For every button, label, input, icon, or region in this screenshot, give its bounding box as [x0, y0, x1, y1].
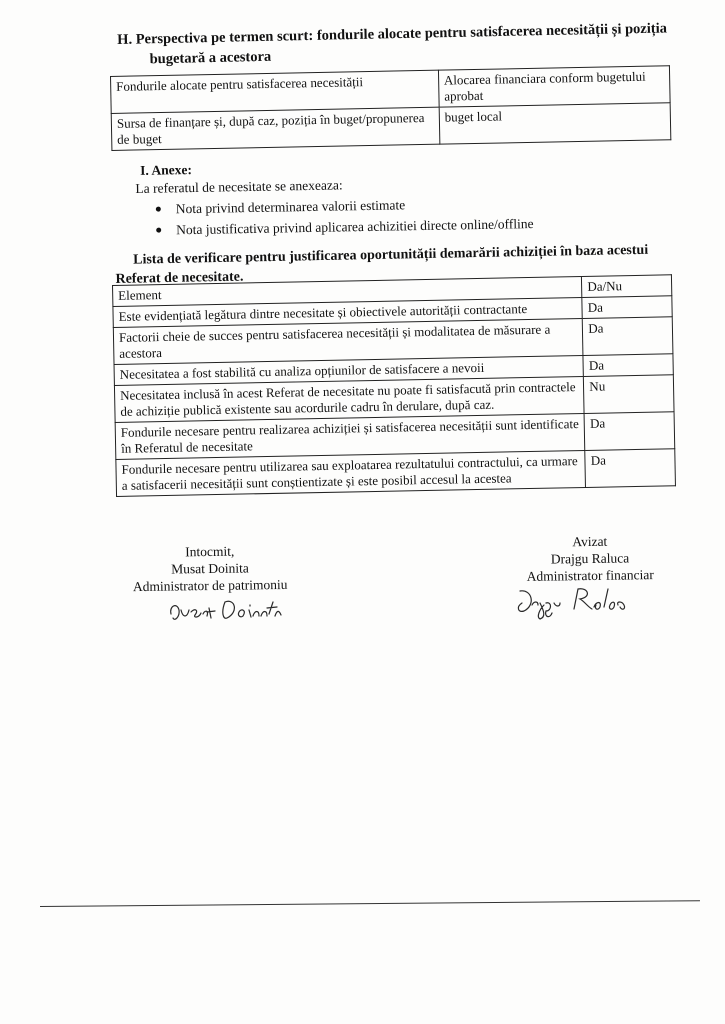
page-divider	[40, 900, 700, 907]
checklist-title-line1: Lista de verificare pentru justificarea oportunității demarării achiziției în baza acestui	[133, 242, 649, 268]
table-cell: Sursa de finanțare și, după caz, poziția în buget/propunerea de buget	[111, 107, 439, 150]
approved-by-role: Administrator financiar	[526, 567, 654, 584]
table-cell: Este evidențiată legătura dintre necesitate și obiectivele autorității contractante	[113, 297, 583, 327]
table-cell: Nu	[584, 375, 674, 414]
table-cell: Factorii cheie de succes pentru satisfacerea necesității și modalitatea de măsurare a acestora	[113, 318, 583, 364]
prepared-by-role: Administrator de patrimoniu	[132, 576, 288, 595]
table-cell: buget local	[439, 103, 671, 144]
table-cell: Da	[583, 354, 673, 377]
approved-by-name: Drajgu Raluca	[550, 550, 630, 567]
table-cell: Necesitatea a fost stabilită cu analiza opțiunilor de satisfacere a nevoii	[114, 355, 584, 385]
section-h-heading	[117, 18, 678, 70]
checklist-table	[112, 274, 676, 497]
table-cell: Fondurile alocate pentru satisfacerea necesității	[111, 70, 439, 113]
annexes-title: I. Anexe:	[140, 162, 193, 178]
approved-by-block	[510, 532, 671, 585]
annexes-intro: La referatul de necesitate se anexeaza:	[135, 177, 343, 196]
table-cell: Da	[585, 449, 675, 488]
annexes-list	[136, 192, 677, 240]
section-h-heading-line2: bugetară a acestora	[149, 48, 272, 68]
prepared-by-name: Musat Doinita	[171, 560, 249, 577]
checklist-title-line2: Referat de necesitate.	[115, 269, 244, 287]
prepared-by-label: Intocmit,	[185, 543, 235, 560]
list-item: Nota justificativa privind aplicarea achizitiei directe online/offline	[176, 213, 676, 240]
table-cell: Fondurile necesare pentru utilizarea sau exploatarea rezultatului contractului, ca urmare a satisfacerii necesității sunt conștientizate și este posibil accesul la acestea	[116, 450, 586, 496]
table-cell: Da	[583, 317, 673, 356]
table-cell: Da	[582, 296, 672, 319]
column-header: Element	[113, 276, 583, 306]
handwritten-signature-right	[512, 581, 642, 621]
list-item: Nota privind determinarea valorii estimate	[176, 192, 676, 219]
section-h-heading-line1: H. Perspectiva pe termen scurt: fondurile alocate pentru satisfacerea necesității și poziția	[117, 20, 668, 48]
handwritten-signature-left	[165, 588, 285, 628]
table-cell: Da	[584, 412, 674, 451]
column-header: Da/Nu	[582, 275, 672, 298]
table-cell: Fondurile necesare pentru realizarea achiziției și satisfacerea necesității sunt identificate în Referatul de necesitate	[115, 413, 585, 459]
table-cell: Necesitatea inclusă în acest Referat de necesitate nu poate fi satisfacută prin contractele de achiziție publică existente sau acordurile cadru în derulare, după caz.	[114, 376, 584, 422]
annexes-section	[135, 153, 676, 243]
budget-table	[110, 65, 671, 151]
table-cell: Alocarea financiara conform bugetului aprobat	[438, 66, 670, 107]
approved-by-label: Avizat	[572, 533, 608, 550]
